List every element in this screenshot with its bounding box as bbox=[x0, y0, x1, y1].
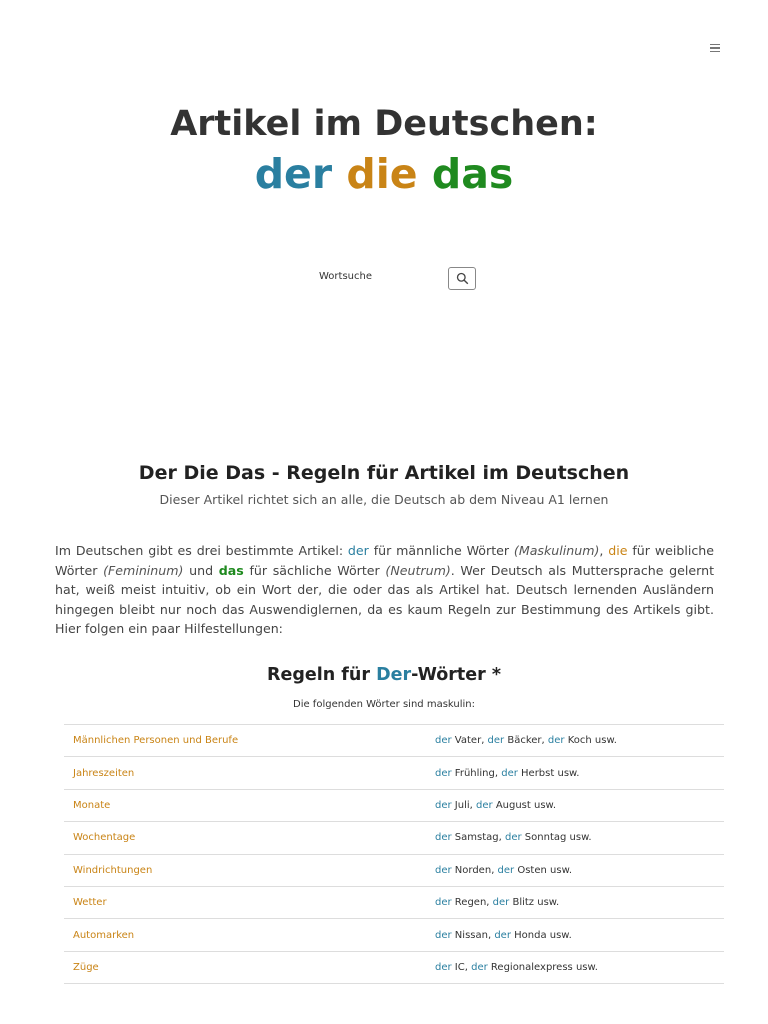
rule-category: Monate bbox=[64, 789, 426, 821]
intro-text: und bbox=[183, 562, 219, 578]
table-row bbox=[64, 854, 724, 886]
example-word: Regen bbox=[451, 897, 487, 909]
intro-article-die: die bbox=[608, 543, 628, 558]
example-article: der bbox=[476, 799, 493, 811]
example-suffix: usw. bbox=[554, 767, 580, 779]
intro-paragraph bbox=[55, 541, 714, 639]
example-article: der bbox=[471, 961, 488, 973]
example-article: der bbox=[435, 864, 452, 876]
table-row bbox=[64, 725, 724, 757]
rule-category: Automarken bbox=[64, 919, 426, 951]
section-title: Der Die Das - Regeln für Artikel im Deutschen bbox=[138, 462, 630, 484]
rule-examples: der IC, der Regionalexpress usw. bbox=[426, 951, 724, 983]
example-word: IC bbox=[451, 961, 465, 973]
rule-category: Windrichtungen bbox=[64, 854, 426, 886]
rule-examples: der Samstag, der Sonntag usw. bbox=[426, 822, 724, 854]
table-row bbox=[64, 951, 724, 983]
example-article: der bbox=[487, 735, 505, 747]
intro-article-der: der bbox=[347, 543, 369, 558]
table-row bbox=[64, 919, 724, 951]
example-word: Regionalexpress bbox=[487, 961, 573, 973]
example-article: der bbox=[435, 799, 452, 811]
example-word: Samstag bbox=[451, 832, 499, 844]
rule-category: Wochentage bbox=[64, 822, 426, 854]
example-word: Juli bbox=[451, 799, 470, 811]
rule-examples: der Regen, der Blitz usw. bbox=[426, 886, 724, 918]
example-suffix: usw. bbox=[534, 897, 560, 909]
intro-text: für männliche Wörter bbox=[368, 543, 514, 558]
example-article: der bbox=[435, 832, 452, 844]
example-article: der bbox=[505, 832, 522, 844]
rule-examples: der Frühling, der Herbst usw. bbox=[426, 757, 724, 789]
rules-table bbox=[64, 724, 724, 984]
rule-examples: der Vater, der Bäcker, der Koch usw. bbox=[426, 725, 724, 757]
hero-article-das: das bbox=[431, 150, 514, 198]
rule-category: Männlichen Personen und Berufe bbox=[64, 725, 426, 757]
example-suffix: usw. bbox=[546, 864, 573, 876]
rules-title bbox=[0, 665, 768, 685]
search-label: Wortsuche bbox=[319, 271, 372, 282]
intro-fem: (Femininum) bbox=[103, 562, 184, 578]
rule-category: Züge bbox=[64, 951, 426, 983]
hamburger-menu-icon[interactable] bbox=[707, 40, 723, 56]
example-article: der bbox=[501, 767, 518, 779]
rule-category: Jahreszeiten bbox=[64, 757, 426, 789]
section-subtitle: Dieser Artikel richtet sich an alle, die Deutsch ab dem Niveau A1 lernen bbox=[159, 492, 609, 507]
hero-article-die: die bbox=[346, 150, 418, 198]
example-suffix: usw. bbox=[566, 832, 592, 844]
example-suffix: usw. bbox=[591, 735, 617, 747]
example-suffix: usw. bbox=[546, 929, 572, 941]
example-article: der bbox=[435, 735, 452, 747]
example-word: Sonntag bbox=[521, 832, 567, 844]
example-word: Vater bbox=[451, 735, 482, 747]
example-article: der bbox=[435, 767, 452, 779]
example-suffix: usw. bbox=[530, 799, 556, 811]
rule-examples: der Juli, der August usw. bbox=[426, 789, 724, 821]
example-word: Norden bbox=[451, 864, 492, 876]
intro-neut: (Neutrum) bbox=[385, 562, 451, 578]
table-row bbox=[64, 822, 724, 854]
example-word: Frühling bbox=[451, 767, 495, 779]
table-row bbox=[64, 886, 724, 918]
example-word: Nissan bbox=[451, 929, 488, 941]
example-article: der bbox=[435, 929, 452, 941]
search-button[interactable] bbox=[448, 267, 476, 290]
intro-article-das: das bbox=[218, 562, 244, 578]
page-title: Artikel im Deutschen: bbox=[170, 104, 598, 144]
table-row bbox=[64, 789, 724, 821]
example-word: Honda bbox=[510, 929, 547, 941]
example-word: Herbst bbox=[517, 767, 555, 779]
rules-title-article: Der bbox=[376, 665, 412, 685]
rules-title-suffix: -Wörter * bbox=[411, 665, 502, 685]
example-suffix: usw. bbox=[572, 961, 598, 973]
example-word: Blitz bbox=[509, 897, 535, 909]
example-article: der bbox=[492, 897, 510, 909]
example-article: der bbox=[435, 897, 452, 909]
hero-articles bbox=[0, 150, 768, 198]
example-article: der bbox=[494, 929, 511, 941]
example-article: der bbox=[435, 961, 452, 973]
intro-text: , bbox=[599, 543, 609, 558]
table-row bbox=[64, 757, 724, 789]
example-word: August bbox=[492, 799, 531, 811]
rule-examples: der Nissan, der Honda usw. bbox=[426, 919, 724, 951]
intro-text: Im Deutschen gibt es drei bestimmte Artikel: bbox=[55, 543, 348, 558]
search-icon bbox=[456, 272, 469, 285]
rule-examples: der Norden, der Osten usw. bbox=[426, 854, 724, 886]
hero-article-der: der bbox=[254, 150, 333, 198]
intro-text: für sächliche Wörter bbox=[243, 562, 386, 578]
intro-text: für weibliche Wörter bbox=[55, 543, 715, 578]
rule-category: Wetter bbox=[64, 886, 426, 918]
example-article: der bbox=[547, 735, 565, 747]
intro-masc: (Maskulinum) bbox=[513, 543, 600, 558]
intro-text: . Wer Deutsch als Muttersprache gelernt hat, weiß meist intuitiv, ob ein Wort der, die oder das als Artikel hat. Deutsch lernenden Ausländern hingegen bleibt nur noch das Auswendiglernen, da es kaum Regeln zur Bestimmung des Artikels gibt. Hier folgen ein paar Hilfestellungen: bbox=[55, 562, 715, 636]
rules-subtitle: Die folgenden Wörter sind maskulin: bbox=[293, 699, 475, 710]
example-word: Osten bbox=[514, 864, 547, 876]
rules-title-prefix: Regeln für bbox=[266, 665, 377, 685]
example-article: der bbox=[497, 864, 515, 876]
example-word: Bäcker bbox=[504, 735, 542, 747]
example-word: Koch bbox=[564, 735, 592, 747]
